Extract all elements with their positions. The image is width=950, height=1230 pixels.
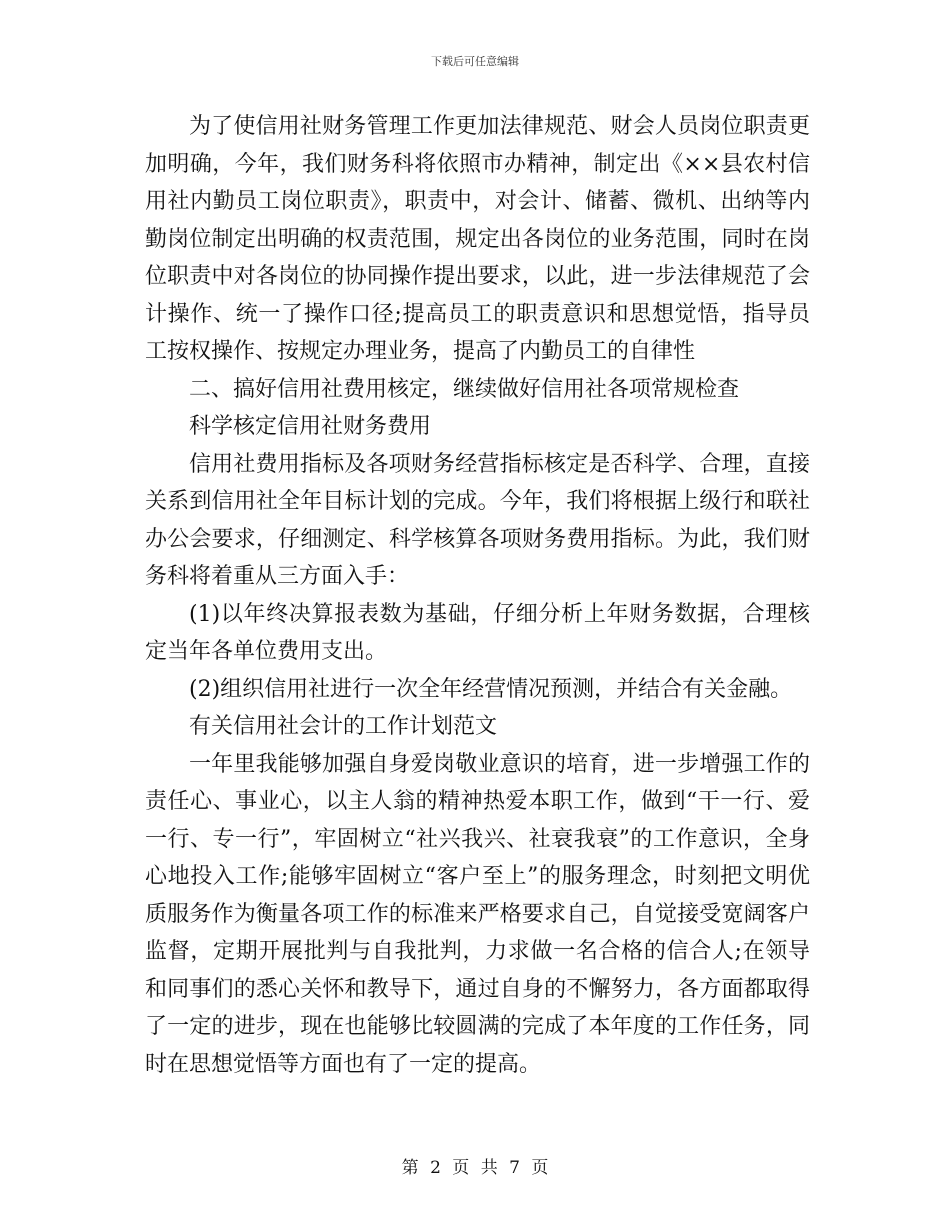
section-heading-2: 二、搞好信用社费用核定，继续做好信用社各项常规检查 — [189, 376, 740, 402]
page-number: 第 2 页 共 7 页 — [401, 1158, 549, 1178]
list-item-1: (1)以年终决算报表数为基础，仔细分析上年财务数据，合理核定当年各单位费用支出。 — [145, 601, 810, 664]
page-header: 下载后可任意编辑 — [431, 55, 519, 68]
subheading-expense: 科学核定信用社财务费用 — [189, 414, 432, 439]
list-item-2: (2)组织信用社进行一次全年经营情况预测，并结合有关金融。 — [189, 676, 793, 702]
paragraph-plan: 一年里我能够加强自身爱岗敬业意识的培育，进一步增强工作的责任心、事业心，以主人翁的精神热爱本职工作，做到“干一行、爱一行、专一行”，牢固树立“社兴我兴、社衰我衰”的工作意识，全身心地投入工作;能够牢固树立“客户至上”的服务理念，时刻把文明优质服务作为衡量各项工作的标准来严格要求自己，自觉接受宽阔客户监督，定期开展批判与自我批判，力求做一名合格的信合人;在领导和同事们的悉心关怀和教导下，通过自身的不懈努力，各方面都取得了一定的进步，现在也能够比较圆满的完成了本年度的工作任务，同时在思想觉悟等方面也有了一定的提高。 — [145, 751, 810, 1077]
document-body — [145, 108, 810, 1083]
paragraph-duties: 为了使信用社财务管理工作更加法律规范、财会人员岗位职责更加明确，今年，我们财务科将依照市办精神，制定出《××县农村信用社内勤员工岗位职责》，职责中，对会计、储蓄、微机、出纳等内勤岗位制定出明确的权责范围，规定出各岗位的业务范围，同时在岗位职责中对各岗位的协同操作提出要求，以此，进一步法律规范了会计操作、统一了操作口径;提高员工的职责意识和思想觉悟，指导员工按权操作、按规定办理业务，提高了内勤员工的自律性 — [145, 114, 810, 364]
subheading-plan: 有关信用社会计的工作计划范文 — [189, 714, 498, 739]
paragraph-expense: 信用社费用指标及各项财务经营指标核定是否科学、合理，直接关系到信用社全年目标计划的完成。今年，我们将根据上级行和联社办公会要求，仔细测定、科学核算各项财务费用指标。为此，我们财务科将着重从三方面入手： — [145, 451, 810, 589]
